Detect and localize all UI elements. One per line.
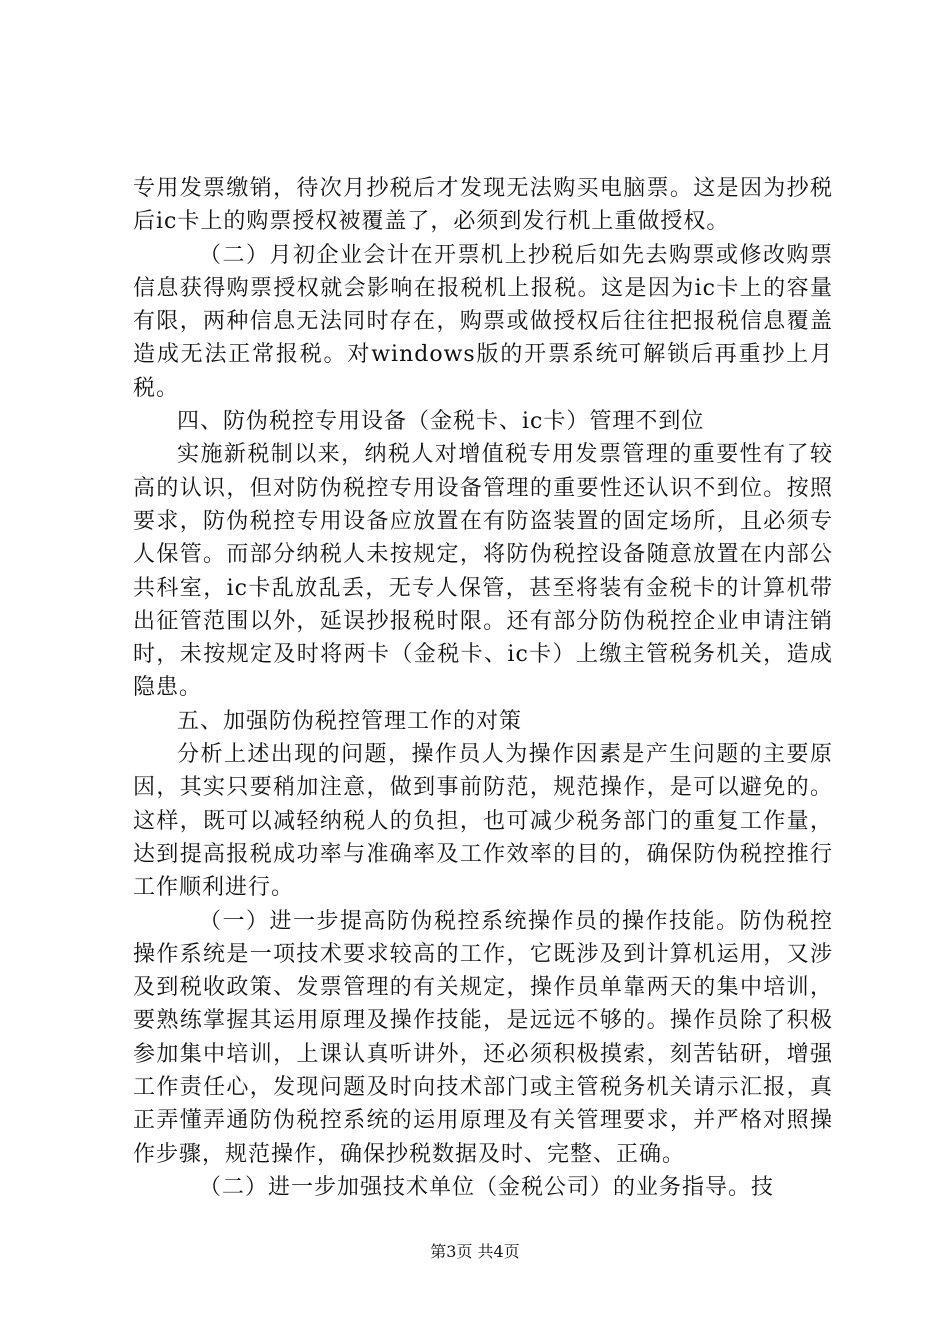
document-body	[133, 172, 833, 1204]
paragraph-1: 专用发票缴销，待次月抄税后才发现无法购买电脑票。这是因为抄税后ic卡上的购票授权被覆盖了，必须到发行机上重做授权。	[133, 176, 833, 235]
paragraph-2: （二）月初企业会计在开票机上抄税后如先去购票或修改购票信息获得购票授权就会影响在报税机上报税。这是因为ic卡上的容量有限，两种信息无法同时存在，购票或做授权后往往把报税信息覆盖造成无法正常报税。对windows版的开票系统可解锁后再重抄上月税。	[133, 242, 833, 401]
section-heading-4: 四、防伪税控专用设备（金税卡、ic卡）管理不到位	[177, 409, 705, 435]
page-footer: 第3页 共4页	[430, 1242, 520, 1261]
paragraph-6: （二）进一步加强技术单位（金税公司）的业务指导。技	[199, 1174, 775, 1200]
paragraph-3: 实施新税制以来，纳税人对增值税专用发票管理的重要性有了较高的认识，但对防伪税控专用设备管理的重要性还认识不到位。按照要求，防伪税控专用设备应放置在有防盗装置的固定场所，且必须专人保管。而部分纳税人未按规定，将防伪税控设备随意放置在内部公共科室，ic卡乱放乱丢，无专人保管，甚至将装有金税卡的计算机带出征管范围以外，延误抄报税时限。还有部分防伪税控企业申请注销时，未按规定及时将两卡（金税卡、ic卡）上缴主管税务机关，造成隐患。	[133, 442, 833, 701]
paragraph-4: 分析上述出现的问题，操作员人为操作因素是产生问题的主要原因，其实只要稍加注意，做到事前防范，规范操作，是可以避免的。这样，既可以减轻纳税人的负担，也可减少税务部门的重复工作量，达到提高报税成功率与准确率及工作效率的目的，确保防伪税控推行工作顺利进行。	[133, 742, 833, 901]
section-heading-5: 五、加强防伪税控管理工作的对策	[177, 708, 523, 734]
paragraph-5: （一）进一步提高防伪税控系统操作员的操作技能。防伪税控操作系统是一项技术要求较高的工作，它既涉及到计算机运用，又涉及到税收政策、发票管理的有关规定，操作员单靠两天的集中培训，要熟练掌握其运用原理及操作技能，是远远不够的。操作员除了积极参加集中培训，上课认真听讲外，还必须积极摸索，刻苦钻研，增强工作责任心，发现问题及时向技术部门或主管税务机关请示汇报，真正弄懂弄通防伪税控系统的运用原理及有关管理要求，并严格对照操作步骤，规范操作，确保抄税数据及时、完整、正确。	[133, 908, 833, 1167]
